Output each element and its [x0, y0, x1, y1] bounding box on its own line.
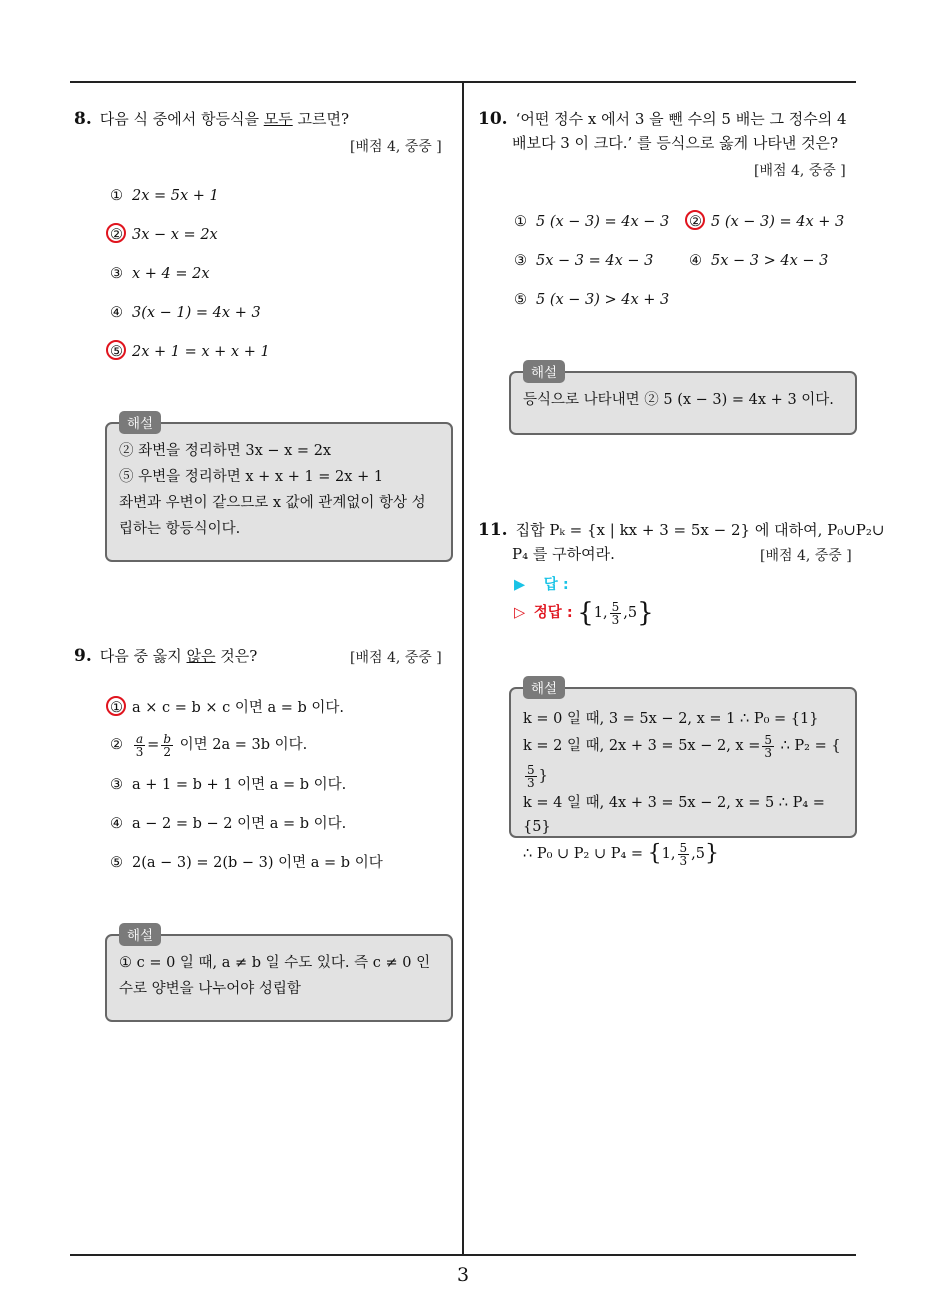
option-2[interactable]: ② 3x − x = 2x — [110, 227, 218, 243]
option-4[interactable]: ④ 3(x − 1) = 4x + 3 — [110, 305, 261, 321]
solution-tag: 해설 — [523, 676, 565, 699]
score-label: [배점 4, 중중 ] — [350, 650, 442, 666]
fraction: $\frac{5}{3}$ — [679, 840, 688, 868]
option-4[interactable]: ④ 5x − 3 > 4x − 3 — [689, 253, 829, 269]
option-5[interactable]: ⑤ 5 (x − 3) > 4x + 3 — [514, 292, 670, 308]
answer-label: 답 : — [543, 577, 569, 593]
question-10-line2: 배보다 3 이 크다.’ 를 등식으로 옳게 나타낸 것은? — [512, 134, 839, 152]
option-2[interactable]: ② 5 (x − 3) = 4x + 3 — [689, 214, 845, 230]
question-9: 9. 다음 중 옳지 않은 것은? — [74, 646, 258, 666]
option-4[interactable]: ④ a − 2 = b − 2 이면 a = b 이다. — [110, 816, 347, 832]
solution-box: k = 0 일 때, 3 = 5x − 2, x = 1 ∴ P₀ = {1} k = 2 일 때, 2x + 3 = 5x − 2, x = $\frac{5}{3}$ ∴ P₂ = { $\frac{5}{3}$ } k = 4 일 때, 4x + 3 = 5x − 2, x = 5 ∴ P₄ = {5} ∴ P₀ ∪ P₂ ∪ P₄ = {1, $\frac{5}{3}$ ,5} — [509, 687, 857, 838]
solution-box: ② 좌변을 정리하면 3x − x = 2x ⑤ 우변을 정리하면 x + x + 1 = 2x + 1 좌변과 우변이 같으므로 x 값에 관계없이 항상 성 립하는 항등식이다. — [105, 422, 453, 562]
fraction: $\frac{5}{3}$ — [611, 599, 620, 627]
option-5[interactable]: ⑤ 2(a − 3) = 2(b − 3) 이면 a = b 이다 — [110, 855, 383, 871]
question-number: 10. — [478, 109, 508, 129]
option-5[interactable]: ⑤ 2x + 1 = x + x + 1 — [110, 344, 270, 360]
question-number: 9. — [74, 646, 92, 666]
question-11: 11. 집합 Pₖ = {x | kx + 3 = 5x − 2} 에 대하여, P₀∪P₂∪ — [478, 520, 885, 540]
question-number: 11. — [478, 520, 508, 540]
solution-tag: 해설 — [119, 923, 161, 946]
option-1[interactable]: ① a × c = b × c 이면 a = b 이다. — [110, 700, 345, 716]
question-10: 10. ‘어떤 정수 x 에서 3 을 뺀 수의 5 배는 그 정수의 4 — [478, 109, 847, 129]
answer-input-row[interactable] — [514, 573, 569, 594]
score-label: [배점 4, 중중 ] — [754, 163, 846, 179]
correct-answer-row: ▷ 정답 : {1, $\frac{5}{3}$ ,5} — [514, 598, 654, 628]
question-number: 8. — [74, 109, 92, 129]
option-3[interactable]: ③ a + 1 = b + 1 이면 a = b 이다. — [110, 777, 347, 793]
solution-tag: 해설 — [523, 360, 565, 383]
question-8: 8. 다음 식 중에서 항등식을 모두 고르면? — [74, 109, 349, 129]
outline-arrow-icon: ▷ — [514, 605, 526, 621]
score-label: [배점 4, 중중 ] — [760, 548, 852, 564]
fraction: $\frac{b}{2}$ — [163, 731, 171, 759]
solution-tag: 해설 — [119, 411, 161, 434]
option-2[interactable]: ② $\frac{a}{3}$ = $\frac{b}{2}$ 이면 2a = 3b 이다. — [110, 731, 308, 759]
column-divider — [462, 83, 464, 1254]
fraction: $\frac{a}{3}$ — [135, 731, 144, 759]
option-3[interactable]: ③ 5x − 3 = 4x − 3 — [514, 253, 654, 269]
score-label: [배점 4, 중중 ] — [350, 139, 442, 155]
fraction: $\frac{5}{3}$ — [527, 762, 535, 790]
solution-box: ① c = 0 일 때, a ≠ b 일 수도 있다. 즉 c ≠ 0 인 수로 양변을 나누어야 성립함 — [105, 934, 453, 1022]
selected-mark-icon — [106, 223, 126, 243]
solution-box: 등식으로 나타내면 ② 5 (x − 3) = 4x + 3 이다. — [509, 371, 857, 435]
option-1[interactable]: ① 5 (x − 3) = 4x − 3 — [514, 214, 670, 230]
option-1[interactable]: ① 2x = 5x + 1 — [110, 188, 219, 204]
correct-label: 정답 : — [533, 605, 573, 621]
play-arrow-icon: ▶ — [514, 577, 526, 593]
page-number: 3 — [456, 1264, 470, 1286]
footer-rule — [70, 1254, 856, 1256]
selected-mark-icon — [106, 340, 126, 360]
question-11-line2: P₄ 를 구하여라. — [512, 545, 615, 563]
fraction: $\frac{5}{3}$ — [764, 732, 772, 760]
option-3[interactable]: ③ x + 4 = 2x — [110, 266, 210, 282]
selected-mark-icon — [106, 696, 126, 716]
selected-mark-icon — [685, 210, 705, 230]
